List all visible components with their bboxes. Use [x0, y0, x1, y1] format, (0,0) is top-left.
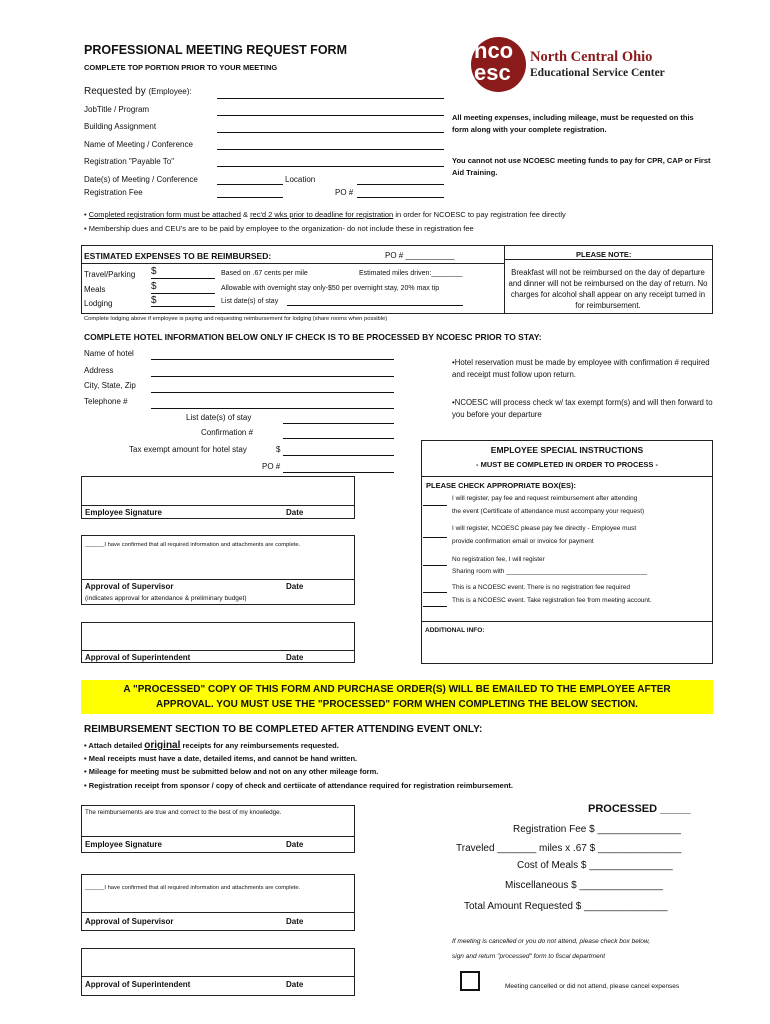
confirmation-field[interactable] — [283, 438, 394, 439]
meeting-name-field[interactable] — [217, 149, 444, 150]
hotel-city-label: City, State, Zip — [84, 381, 136, 390]
based-text: Based on .67 cents per mile — [221, 270, 308, 277]
po-label: PO # — [335, 188, 354, 197]
hotel-name-field[interactable] — [151, 359, 394, 360]
hotel-address-label: Address — [84, 366, 114, 375]
superintendent-rule — [81, 650, 355, 651]
job-title-label: JobTitle / Program — [84, 105, 150, 114]
option-1-line1: I will register, pay fee and request reimbursement after attending — [452, 495, 638, 502]
special-title: EMPLOYEE SPECIAL INSTRUCTIONS — [490, 445, 644, 455]
lodging-footnote: Complete lodging above if employee is paying and requesting reimbursement for lodging (share rooms when possible) — [84, 316, 388, 322]
option-4-checkbox[interactable] — [423, 592, 447, 593]
check-heading: PLEASE CHECK APPROPRIATE BOX(ES): — [426, 481, 577, 490]
lodging-field[interactable] — [151, 306, 215, 307]
hotel-city-field[interactable] — [151, 392, 394, 393]
stay-dates-field[interactable] — [283, 423, 394, 424]
travel-field[interactable] — [151, 278, 215, 279]
reimb-misc[interactable]: Miscellaneous $ _______________ — [505, 880, 663, 891]
special-rule-1 — [421, 476, 713, 477]
employee-signature-label: Employee Signature — [85, 508, 162, 517]
option-3-checkbox[interactable] — [423, 565, 447, 566]
supervisor-rule — [81, 579, 355, 580]
option-1-checkbox[interactable] — [423, 505, 447, 506]
cancel-instruction-1: If meeting is cancelled or you do not attend, please check box below, — [452, 938, 651, 945]
banner-line1: A "PROCESSED" COPY OF THIS FORM AND PURCHASE ORDER(S) WILL BE EMAILED TO THE EMPLOYEE AFTER — [123, 684, 671, 695]
note-rule — [504, 259, 713, 260]
reimbursement-rule-3: • Mileage for meeting must be submitted below and not on any other mileage form. — [84, 767, 379, 776]
hotel-note-check: •NCOESC will process check w/ tax exempt form(s) and will then forward to you before your departure — [452, 398, 713, 419]
estimated-po[interactable]: PO # ___________ — [385, 251, 455, 260]
hotel-note-reservation: •Hotel reservation must be made by employee with confirmation # required and receipt must follow upon return. — [452, 358, 710, 379]
expenses-notice: All meeting expenses, including mileage, must be requested on this form along with your complete registration. — [452, 113, 694, 134]
reimbursement-rule-2: • Meal receipts must have a date, detailed items, and cannot be hand written. — [84, 754, 358, 763]
org-subname: Educational Service Center — [530, 67, 665, 79]
tax-exempt-dollar: $ — [276, 445, 281, 454]
reimb-total[interactable]: Total Amount Requested $ _______________ — [464, 901, 668, 912]
special-rule-2 — [421, 621, 713, 622]
reimb-supervisor-rule — [81, 912, 355, 913]
hotel-po-label: PO # — [262, 462, 281, 471]
bullet-membership: • Membership dues and CEU's are to be paid by employee to the organization- do not include these in registration fee — [84, 224, 474, 233]
reimb-superintendent-label: Approval of Superintendent — [85, 980, 191, 989]
confirmation-label: Confirmation # — [201, 428, 254, 437]
option-2-checkbox[interactable] — [423, 537, 447, 538]
tax-exempt-label: Tax exempt amount for hotel stay — [129, 445, 247, 454]
hotel-address-field[interactable] — [151, 376, 394, 377]
hotel-telephone-label: Telephone # — [84, 397, 128, 406]
lodging-dollar: $ — [151, 295, 157, 306]
reimb-superintendent-date-label: Date — [286, 980, 304, 989]
supervisor-date-label: Date — [286, 582, 304, 591]
miles-driven[interactable]: Estimated miles driven:________ — [359, 270, 463, 277]
travel-label: Travel/Parking — [84, 270, 136, 279]
note-title: PLEASE NOTE: — [576, 250, 632, 259]
org-name: North Central Ohio — [530, 49, 653, 65]
cancel-checkbox[interactable] — [460, 971, 480, 991]
reimb-meals[interactable]: Cost of Meals $ _______________ — [517, 860, 673, 871]
requested-by-field[interactable] — [217, 98, 444, 99]
estimated-rule — [81, 263, 504, 264]
superintendent-label: Approval of Superintendent — [85, 653, 191, 662]
option-4-text: This is a NCOESC event. There is no registration fee required — [452, 584, 630, 591]
tax-exempt-field[interactable] — [283, 455, 394, 456]
option-1-line2: the event (Certificate of attendance must accompany your request) — [452, 508, 645, 515]
cancel-checkbox-label: Meeting cancelled or did not attend, please cancel expenses — [505, 983, 680, 990]
location-field[interactable] — [357, 184, 444, 185]
bullet-registration: • Completed registration form must be attached & rec'd 2 wks prior to deadline for registration in order for NCOESC to pay registration fee directly — [84, 210, 566, 219]
supervisor-note: (indicates approval for attendance & preliminary budget) — [85, 595, 247, 602]
list-dates-field[interactable] — [287, 305, 463, 306]
reg-fee-field[interactable] — [217, 197, 283, 198]
meeting-name-label: Name of Meeting / Conference — [84, 140, 193, 149]
reg-fee-label: Registration Fee — [84, 188, 143, 197]
option-3-line2: Sharing room with _______________________________________ — [452, 568, 648, 575]
supervisor-label: Approval of Supervisor — [85, 582, 174, 591]
travel-dollar: $ — [151, 266, 157, 277]
reimbursement-heading: REIMBURSEMENT SECTION TO BE COMPLETED AFTER ATTENDING EVENT ONLY: — [84, 724, 483, 735]
confirmed-statement: ______I have confirmed that all required information and attachments are complete. — [85, 542, 301, 548]
superintendent-date-label: Date — [286, 653, 304, 662]
true-correct-text: The reimbursements are true and correct to the best of my knowledge. — [85, 809, 282, 816]
payable-to-label: Registration "Payable To" — [84, 157, 175, 166]
po-field[interactable] — [357, 197, 444, 198]
funds-notice: You cannot not use NCOESC meeting funds to pay for CPR, CAP or First Aid Training. — [452, 156, 711, 177]
requested-by-label: Requested by (Employee): — [84, 86, 192, 97]
processed-label: PROCESSED _____ — [588, 803, 691, 815]
reimb-reg-fee[interactable]: Registration Fee $ _______________ — [513, 824, 681, 835]
reimb-superintendent-rule — [81, 976, 355, 977]
list-dates-label: List date(s) of stay — [221, 298, 279, 305]
employee-date-label: Date — [286, 508, 304, 517]
cancel-instruction-2: sign and return "processed" form to fiscal department — [452, 953, 606, 960]
special-subtitle: - MUST BE COMPLETED IN ORDER TO PROCESS - — [476, 460, 658, 469]
form-title: PROFESSIONAL MEETING REQUEST FORM — [84, 43, 347, 57]
banner-line2: APPROVAL. YOU MUST USE THE "PROCESSED" FORM WHEN COMPLETING THE BELOW SECTION. — [156, 699, 638, 710]
hotel-name-label: Name of hotel — [84, 349, 134, 358]
additional-info-label: ADDITIONAL INFO: — [425, 627, 485, 634]
logo-text: nco esc — [474, 38, 514, 85]
hotel-telephone-field[interactable] — [151, 408, 394, 409]
reimb-employee-rule — [81, 836, 355, 837]
form-subtitle: COMPLETE TOP PORTION PRIOR TO YOUR MEETING — [84, 63, 278, 72]
building-label: Building Assignment — [84, 122, 157, 131]
option-3-line1: No registration fee, I will register — [452, 556, 545, 563]
location-label: Location — [285, 175, 316, 184]
option-5-checkbox[interactable] — [423, 606, 447, 607]
meals-dollar: $ — [151, 281, 157, 292]
meals-field[interactable] — [151, 293, 215, 294]
stay-dates-label: List date(s) of stay — [186, 413, 252, 422]
reimb-traveled[interactable]: Traveled _______ miles x .67 $ _______________ — [456, 843, 682, 854]
option-2-line1: I will register, NCOESC please pay fee directly - Employee must — [452, 525, 637, 532]
note-body: Breakfast will not be reimbursed on the day of departure and dinner will not be reimbursed on the day of return. No charges for alcohol shall appear on any receipt turned in for reimbursement. — [508, 268, 708, 310]
estimated-heading: ESTIMATED EXPENSES TO BE REIMBURSED: — [84, 251, 272, 261]
meals-label: Meals — [84, 285, 106, 294]
hotel-po-field[interactable] — [283, 472, 394, 473]
reimb-supervisor-label: Approval of Supervisor — [85, 917, 174, 926]
reimbursement-rule-1: • Attach detailed original receipts for any reimbursements requested. — [84, 740, 339, 751]
reimb-confirmed-statement: ______I have confirmed that all required information and attachments are complete. — [85, 885, 301, 891]
job-title-field[interactable] — [217, 115, 444, 116]
reimb-supervisor-date-label: Date — [286, 917, 304, 926]
lodging-label: Lodging — [84, 299, 113, 308]
allowable-text: Allowable with overnight stay only-$50 per overnight stay, 20% max tip — [221, 285, 440, 292]
option-2-line2: provide confirmation email or invoice for payment — [452, 538, 594, 545]
estimated-divider — [504, 245, 505, 314]
reimb-employee-date-label: Date — [286, 840, 304, 849]
option-5-text: This is a NCOESC event. Take registration fee from meeting account. — [452, 597, 652, 604]
building-field[interactable] — [217, 132, 444, 133]
dates-field[interactable] — [217, 184, 283, 185]
payable-to-field[interactable] — [217, 166, 444, 167]
hotel-heading: COMPLETE HOTEL INFORMATION BELOW ONLY IF CHECK IS TO BE PROCESSED BY NCOESC PRIOR TO STAY: — [84, 332, 542, 342]
employee-signature-rule — [81, 505, 355, 506]
reimb-employee-label: Employee Signature — [85, 840, 162, 849]
dates-label: Date(s) of Meeting / Conference — [84, 175, 198, 184]
reimbursement-rule-4: • Registration receipt from sponsor / copy of check and certiicate of attendance required for registration reimbursement. — [84, 781, 513, 790]
